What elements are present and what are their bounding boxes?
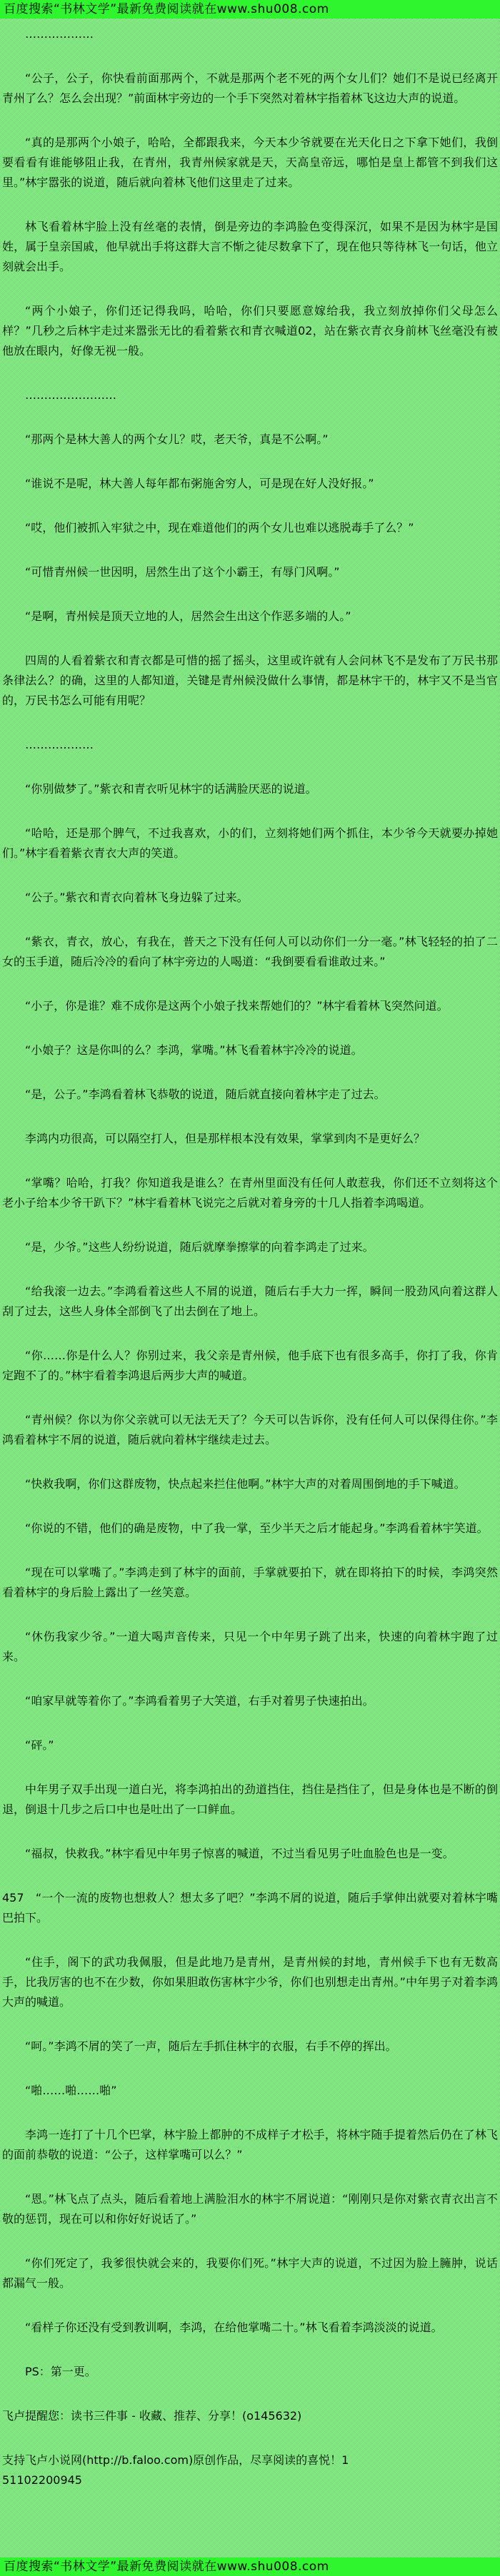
separator-dots: ……………… <box>25 738 94 751</box>
separator-dots: …………………… <box>25 388 116 402</box>
novel-paragraph: “住手，阁下的武功我佩服，但是此地乃是青州，是青州候的封地，青州候手下也有无数高手，比我厉害的也不在少数，你如果胆敢伤害林宇少爷，你们也别想走出青州。”中年男子对着李鸿大声的喊道。 <box>2 1955 498 2009</box>
novel-paragraph: “公子，公子，你快看前面那两个，不就是那两个老不死的两个女儿们？她们不是说已经离开青州了么？怎么会出现？”前面林宇旁边的一个手下突然对着林宇指着林飞这边大声的说道。 <box>2 71 498 105</box>
novel-paragraph: “看样子你还没有受到教训啊，李鸿，在给他掌嘴二十。”林飞看着李鸿淡淡的说道。 <box>25 2321 443 2334</box>
novel-content <box>0 19 500 2557</box>
novel-paragraph: “啪……啪……啪” <box>25 2084 117 2097</box>
promo-banner-top <box>0 0 500 19</box>
novel-paragraph: “可惜青州候一世因明，居然生出了这个小霸王，有辱门风啊。” <box>25 565 340 579</box>
novel-paragraph: 林飞看着林宇脸上没有丝毫的表情，倒是旁边的李鸿脸色变得深沉，如果不是因为林宇是国姓，属于皇亲国戚，他早就出手将这群大言不惭之徒尽数拿下了，现在他只等待林飞一句话，他立刻就会出手。 <box>2 220 498 273</box>
novel-paragraph: “小子，你是谁？难不成你是这两个小娘子找来帮她们的？”林宇看着林飞突然问道。 <box>25 999 449 1013</box>
novel-paragraph: “谁说不是呢，林大善人每年都布粥施舍穷人，可是现在好人没好报。” <box>25 477 374 490</box>
site-support: 支持飞卢小说网(http://b.faloo.com)原创作品，尽享阅读的喜悦！1 <box>2 2453 349 2467</box>
author-note: PS：第一更。 <box>25 2365 96 2378</box>
novel-paragraph: “呵。”李鸿不屑的笑了一声，随后左手抓住林宇的衣服，右手不停的挥出。 <box>25 2039 397 2053</box>
novel-paragraph: “恩。”林飞点了点头，随后看着地上满脸泪水的林宇不屑说道：“刚刚只是你对紫衣青衣出言不敬的惩罚，现在可以和你好好说话了。” <box>2 2192 498 2226</box>
novel-paragraph: “福叔，快救我。”林宇看见中年男子惊喜的喊道，不过当看见男子吐血脸色也是一变。 <box>25 1847 454 1860</box>
novel-paragraph: “小娘子？这是你叫的么？李鸿，掌嘴。”林飞看着林宇冷冷的说道。 <box>25 1043 363 1057</box>
novel-paragraph: “紫衣，青衣，放心，有我在，普天之下没有任何人可以动你们一分一毫。”林飞轻轻的拍了二女的玉手道，随后冷冷的看向了林宇旁边的人喝道：“我倒要看看谁敢过来。” <box>2 935 498 968</box>
novel-paragraph: “咱家早就等着你了。”李鸿看着男子大笑道，右手对着男子快速拍出。 <box>25 1694 374 1708</box>
novel-paragraph: “休伤我家少爷。”一道大喝声音传来，只见一个中年男子跳了出来，快速的向着林宇跑了过来。 <box>2 1630 498 1663</box>
novel-paragraph: “是啊，青州候是顶天立地的人，居然会生出这个作恶多端的人。” <box>25 609 351 623</box>
separator-dots: ……………… <box>25 27 94 41</box>
novel-paragraph: “你说的不错，他们的确是废物，中了我一掌，至少半天之后才能起身。”李鸿看着林宇笑道。 <box>25 1521 489 1535</box>
novel-paragraph: “你们死定了，我爹很快就会来的，我要你们死。”林宇大声的说道，不过因为脸上臃肿，说话都漏气一般。 <box>2 2256 498 2290</box>
novel-paragraph: 李鸿内功很高，可以隔空打人，但是那样根本没有效果，掌掌到肉不是更好么？ <box>25 1132 426 1145</box>
novel-paragraph: “哈哈，还是那个脾气，不过我喜欢，小的们，立刻将她们两个抓住，本少爷今天就要办掉她们。”林宇看着紫衣青衣大声的笑道。 <box>2 826 498 860</box>
site-notice: 飞卢提醒您：读书三件事 - 收藏、推荐、分享！(o145632) <box>2 2409 302 2423</box>
novel-paragraph: “现在可以掌嘴了。”李鸿走到了林宇的面前，手掌就要拍下，就在即将拍下的时候，李鸿突然看着林宇的身后脸上露出了一丝笑意。 <box>2 1566 498 1599</box>
novel-paragraph: “你别做梦了。”紫衣和青衣听见林宇的话满脸厌恶的说道。 <box>25 782 317 796</box>
novel-paragraph: “青州候？你以为你父亲就可以无法无天了？今天可以告诉你，没有任何人可以保得住你。”李鸿看着林宇不屑的说道，随后就向着林宇继续走过去。 <box>2 1413 498 1446</box>
novel-paragraph: “是，公子。”李鸿看着林飞恭敬的说道，随后就直接向着林宇走了过去。 <box>25 1087 386 1101</box>
novel-paragraph: 中年男子双手出现一道白光，将李鸿拍出的劲道挡住，挡住是挡住了，但是身体也是不断的倒退，倒退十几步之后口中也是吐出了一口鲜血。 <box>2 1783 498 1816</box>
novel-paragraph: 四周的人看着紫衣和青衣都是可惜的摇了摇头，这里或许就有人会问林飞不是发布了万民书那条律法么？的确，这里的人都知道，关键是青州候没做什么事情，都是林宇干的，林宇又不是当官的，万民书怎么可能有用呢？ <box>2 654 498 707</box>
novel-paragraph: “那两个是林大善人的两个女儿？哎，老天爷，真是不公啊。” <box>25 432 329 446</box>
novel-paragraph: “公子。”紫衣和青衣向着林飞身边躲了过来。 <box>25 891 249 904</box>
novel-paragraph: 457 “一个一流的废物也想救人？想太多了吧？”李鸿不屑的说道，随后手掌伸出就要对着林宇嘴巴拍下。 <box>2 1891 498 1925</box>
novel-paragraph: “给我滚一边去。”李鸿看着这些人不屑的说道，随后右手大力一挥，瞬间一股劲风向着这群人刮了过去，这些人身体全部倒飞了出去倒在了地上。 <box>2 1284 498 1318</box>
novel-paragraph: “是，少爷。”这些人纷纷说道，随后就摩拳擦掌的向着李鸿走了过来。 <box>25 1240 374 1254</box>
promo-banner-top-text: 百度搜索“书林文学”最新免费阅读就在www.shu008.com <box>4 2 329 16</box>
book-id: 51102200945 <box>2 2473 82 2487</box>
novel-paragraph: “哎，他们被抓入牢狱之中，现在难道他们的两个女儿也难以逃脱毒手了么？” <box>25 521 414 534</box>
novel-paragraph: “你……你是什么人？你别过来，我父亲是青州候，他手底下也有很多高手，你打了我，你肯定跑不了的。”林宇看着李鸿退后两步大声的喊道。 <box>2 1349 498 1382</box>
novel-paragraph: “砰。” <box>25 1738 54 1752</box>
novel-paragraph: “快救我啊，你们这群废物，快点起来拦住他啊。”林宇大声的对着周围倒地的手下喊道。 <box>25 1477 466 1491</box>
novel-paragraph: 李鸿一连打了十几个巴掌，林宇脸上都肿的不成样子才松手，将林宇随手提着然后仍在了林飞的面前恭敬的说道：“公子，这样掌嘴可以么？” <box>2 2128 498 2161</box>
promo-banner-bottom <box>0 2557 500 2576</box>
promo-banner-bottom-text: 百度搜索“书林文学”最新免费阅读就在www.shu008.com <box>4 2560 329 2574</box>
novel-paragraph: “两个小娘子，你们还记得我吗，哈哈，你们只要愿意嫁给我，我立刻放掉你们父母怎么样？”几秒之后林宇走过来嚣张无比的看着紫衣和青衣喊道02，站在紫衣青衣身前林飞丝毫没有被他放在眼内，好像无视一般。 <box>2 304 498 358</box>
novel-paragraph: “掌嘴？哈哈，打我？你知道我是谁么？在青州里面没有任何人敢惹我，你们还不立刻将这个老小子给本少爷干趴下？”林宇看着林飞说完之后就对着身旁的十几人指着李鸿喝道。 <box>2 1176 498 1210</box>
novel-paragraph: “真的是那两个小娘子，哈哈，全都跟我来，今天本少爷就要在光天化日之下拿下她们，我倒要看看有谁能够阻止我，在青州，我青州候家就是天，天高皇帝远，哪怕是皇上都管不到我们这里。”林宇嚣张的说道，随后就向着林飞他们这里走了过来。 <box>2 136 498 189</box>
